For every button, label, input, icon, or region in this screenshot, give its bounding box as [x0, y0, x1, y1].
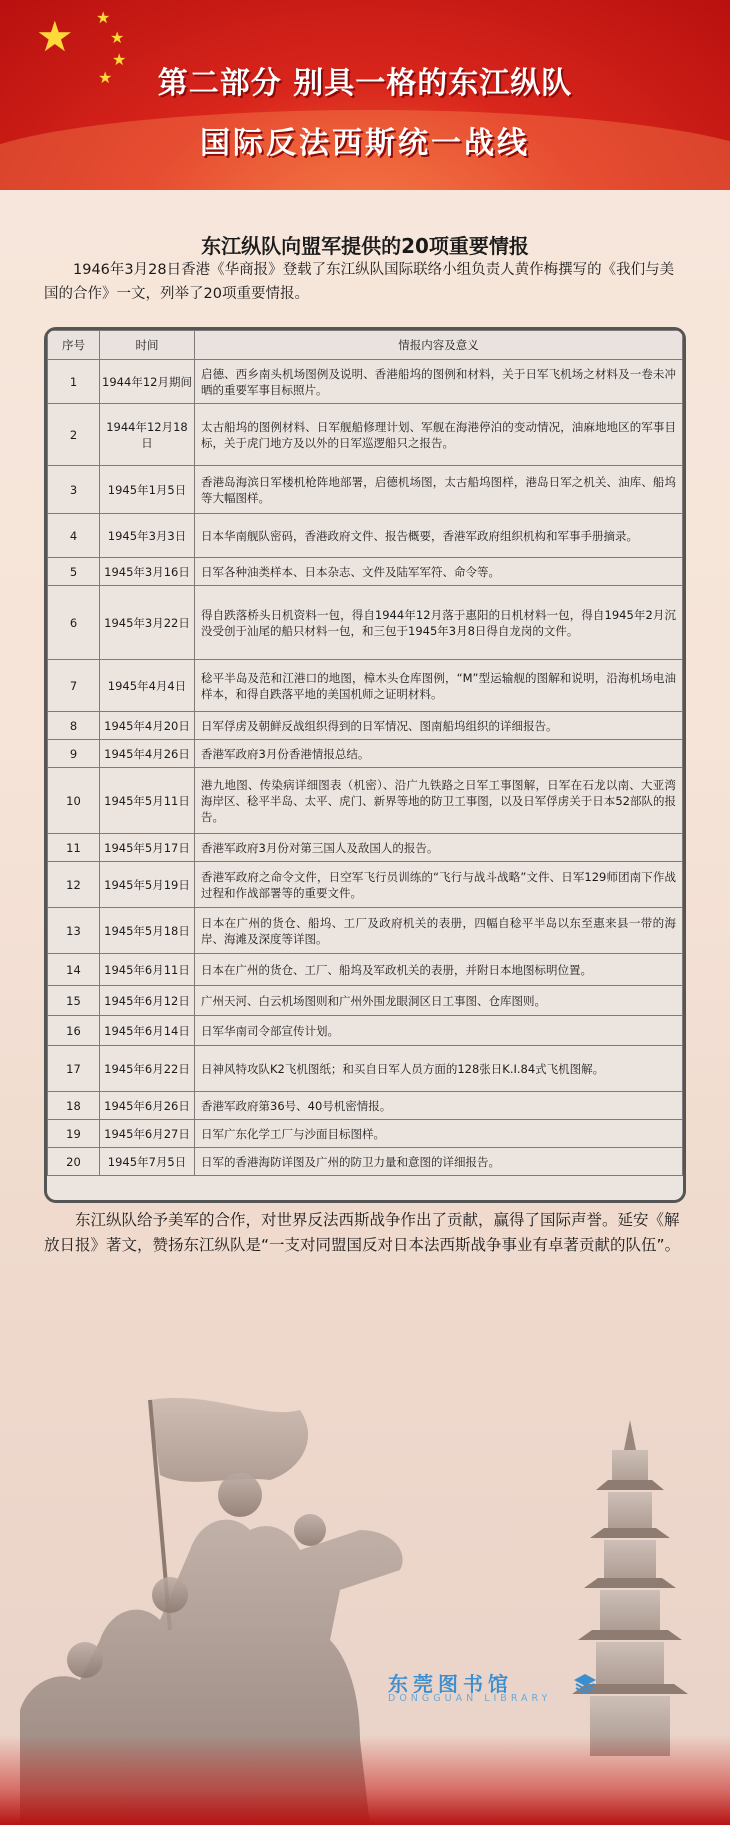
row-desc: 日军俘虏及朝鲜反战组织得到的日军情况、图南船坞组织的详细报告。 [195, 712, 683, 740]
row-num: 10 [48, 768, 100, 834]
row-date: 1945年1月5日 [100, 466, 195, 514]
header-desc: 情报内容及意义 [195, 331, 683, 360]
table [47, 330, 683, 1176]
row-desc: 日军广东化学工厂与沙面目标图样。 [195, 1120, 683, 1148]
row-date: 1945年5月18日 [100, 908, 195, 954]
row-desc: 广州天河、白云机场图则和广州外围龙眼洞区日工事图、仓库图则。 [195, 986, 683, 1016]
row-num: 5 [48, 558, 100, 586]
row-date: 1945年4月20日 [100, 712, 195, 740]
intro-paragraph: 1946年3月28日香港《华商报》登载了东江纵队国际联络小组负责人黄作梅撰写的《我们与美国的合作》一文，列举了20项重要情报。 [44, 262, 675, 302]
row-desc: 香港军政府3月份香港情报总结。 [195, 740, 683, 768]
row-num: 7 [48, 660, 100, 712]
row-num: 20 [48, 1148, 100, 1176]
row-num: 13 [48, 908, 100, 954]
table-row [48, 986, 683, 1016]
table-row [48, 586, 683, 660]
statue-flag [150, 1398, 308, 1482]
pagoda-icon [572, 1420, 688, 1756]
row-num: 11 [48, 834, 100, 862]
star-icon: ★ [110, 28, 125, 47]
row-date: 1945年3月22日 [100, 586, 195, 660]
table-row [48, 908, 683, 954]
row-desc: 日军的香港海防详图及广州的防卫力量和意图的详细报告。 [195, 1148, 683, 1176]
section-title: 东江纵队向盟军提供的20项重要情报 [201, 234, 529, 258]
star-icon: ★ [112, 50, 127, 69]
row-num: 16 [48, 1016, 100, 1046]
closing-paragraph: 东江纵队给予美军的合作，对世界反法西斯战争作出了贡献，赢得了国际声誉。延安《解放日报》著文，赞扬东江纵队是“一支对同盟国反对日本法西斯战争事业有卓著贡献的队伍”。 [44, 1211, 681, 1254]
row-desc: 稔平半岛及范和江港口的地图，樟木头仓库图例，“M”型运输舰的图解和说明，沿海机场电油样本，和得自跌落平地的美国机师之证明材料。 [195, 660, 683, 712]
star-icon: ★ [98, 68, 113, 87]
row-desc: 得自跌落桥头日机资料一包，得自1944年12月落于惠阳的日机材料一包，得自1945年2月沉没受创于汕尾的船只材料一包，和三包于1945年3月8日得自龙岗的文件。 [195, 586, 683, 660]
bottom-red-wave [0, 1735, 730, 1825]
table-header-row [48, 331, 683, 360]
row-date: 1945年6月22日 [100, 1046, 195, 1092]
table-row [48, 954, 683, 986]
page-subtitle: 国际反法西斯统一战线 [200, 126, 530, 161]
row-num: 17 [48, 1046, 100, 1092]
row-desc: 日军各种油类样本、日本杂志、文件及陆军军符、命令等。 [195, 558, 683, 586]
table-row [48, 558, 683, 586]
row-num: 14 [48, 954, 100, 986]
table-row [48, 466, 683, 514]
row-date: 1945年3月3日 [100, 514, 195, 558]
row-date: 1945年6月11日 [100, 954, 195, 986]
table-row [48, 514, 683, 558]
row-date: 1945年6月14日 [100, 1016, 195, 1046]
star-icon: ★ [36, 12, 74, 61]
table-row [48, 360, 683, 404]
table-row [48, 1148, 683, 1176]
row-date: 1945年4月4日 [100, 660, 195, 712]
row-date: 1945年5月19日 [100, 862, 195, 908]
table-row [48, 1016, 683, 1046]
page-title: 第二部分 别具一格的东江纵队 [157, 66, 573, 101]
row-date: 1945年5月11日 [100, 768, 195, 834]
row-desc: 香港军政府第36号、40号机密情报。 [195, 1092, 683, 1120]
row-desc: 港九地图、传染病详细图表（机密）、沿广九铁路之日军工事图解，日军在石龙以南、大亚湾海岸区、稔平半岛、太平、虎门、新界等地的防卫工事图，以及日军俘虏关于日本52部队的报告。 [195, 768, 683, 834]
row-num: 15 [48, 986, 100, 1016]
table-row [48, 712, 683, 740]
table-row [48, 1046, 683, 1092]
intelligence-table [44, 327, 686, 1203]
row-date: 1944年12月期间 [100, 360, 195, 404]
table-row [48, 740, 683, 768]
table-row [48, 862, 683, 908]
row-num: 19 [48, 1120, 100, 1148]
row-desc: 香港军政府之命令文件，日空军飞行员训练的“飞行与战斗战略”文件、日军129师团南下作战过程和作战部署等的重要文件。 [195, 862, 683, 908]
star-icon: ★ [96, 8, 111, 27]
row-date: 1944年12月18日 [100, 404, 195, 466]
row-num: 8 [48, 712, 100, 740]
row-date: 1945年4月26日 [100, 740, 195, 768]
table-row [48, 1092, 683, 1120]
row-desc: 香港军政府3月份对第三国人及敌国人的报告。 [195, 834, 683, 862]
row-num: 18 [48, 1092, 100, 1120]
row-desc: 日神风特攻队K2飞机图纸；和买自日军人员方面的128张日K.I.84式飞机图解。 [195, 1046, 683, 1092]
table-row [48, 768, 683, 834]
table-row [48, 404, 683, 466]
row-num: 1 [48, 360, 100, 404]
row-desc: 日军华南司令部宣传计划。 [195, 1016, 683, 1046]
row-desc: 启德、西乡南头机场图例及说明、香港船坞的图例和材料，关于日军飞机场之材料及一卷未冲晒的重要军事目标照片。 [195, 360, 683, 404]
row-desc: 日本在广州的货仓、工厂、船坞及军政机关的表册，并附日本地图标明位置。 [195, 954, 683, 986]
header-num: 序号 [48, 331, 100, 360]
row-date: 1945年6月26日 [100, 1092, 195, 1120]
row-num: 3 [48, 466, 100, 514]
header-date: 时间 [100, 331, 195, 360]
table-row [48, 660, 683, 712]
library-icon [572, 1672, 598, 1694]
library-logo-sub: DONGGUAN LIBRARY [388, 1693, 552, 1704]
row-num: 6 [48, 586, 100, 660]
row-desc: 太古船坞的图例材料、日军舰船修理计划、军舰在海港停泊的变动情况，油麻地地区的军事目标，关于虎门地方及以外的日军巡逻船只之报告。 [195, 404, 683, 466]
row-date: 1945年7月5日 [100, 1148, 195, 1176]
row-num: 2 [48, 404, 100, 466]
table-row [48, 1120, 683, 1148]
row-desc: 日本华南舰队密码，香港政府文件、报告概要，香港军政府组织机构和军事手册摘录。 [195, 514, 683, 558]
row-date: 1945年6月27日 [100, 1120, 195, 1148]
row-desc: 香港岛海滨日军楼机枪阵地部署，启德机场图，太古船坞图样，港岛日军之机关、油库、船坞等大幅图样。 [195, 466, 683, 514]
row-num: 9 [48, 740, 100, 768]
row-num: 12 [48, 862, 100, 908]
row-date: 1945年6月12日 [100, 986, 195, 1016]
row-date: 1945年5月17日 [100, 834, 195, 862]
table-row [48, 834, 683, 862]
library-logo-name: 东莞图书馆 [388, 1672, 513, 1696]
header-banner [0, 0, 730, 190]
row-num: 4 [48, 514, 100, 558]
row-desc: 日本在广州的货仓、船坞、工厂及政府机关的表册，四幅自稔平半岛以东至惠来县一带的海岸、海滩及深度等详图。 [195, 908, 683, 954]
row-date: 1945年3月16日 [100, 558, 195, 586]
